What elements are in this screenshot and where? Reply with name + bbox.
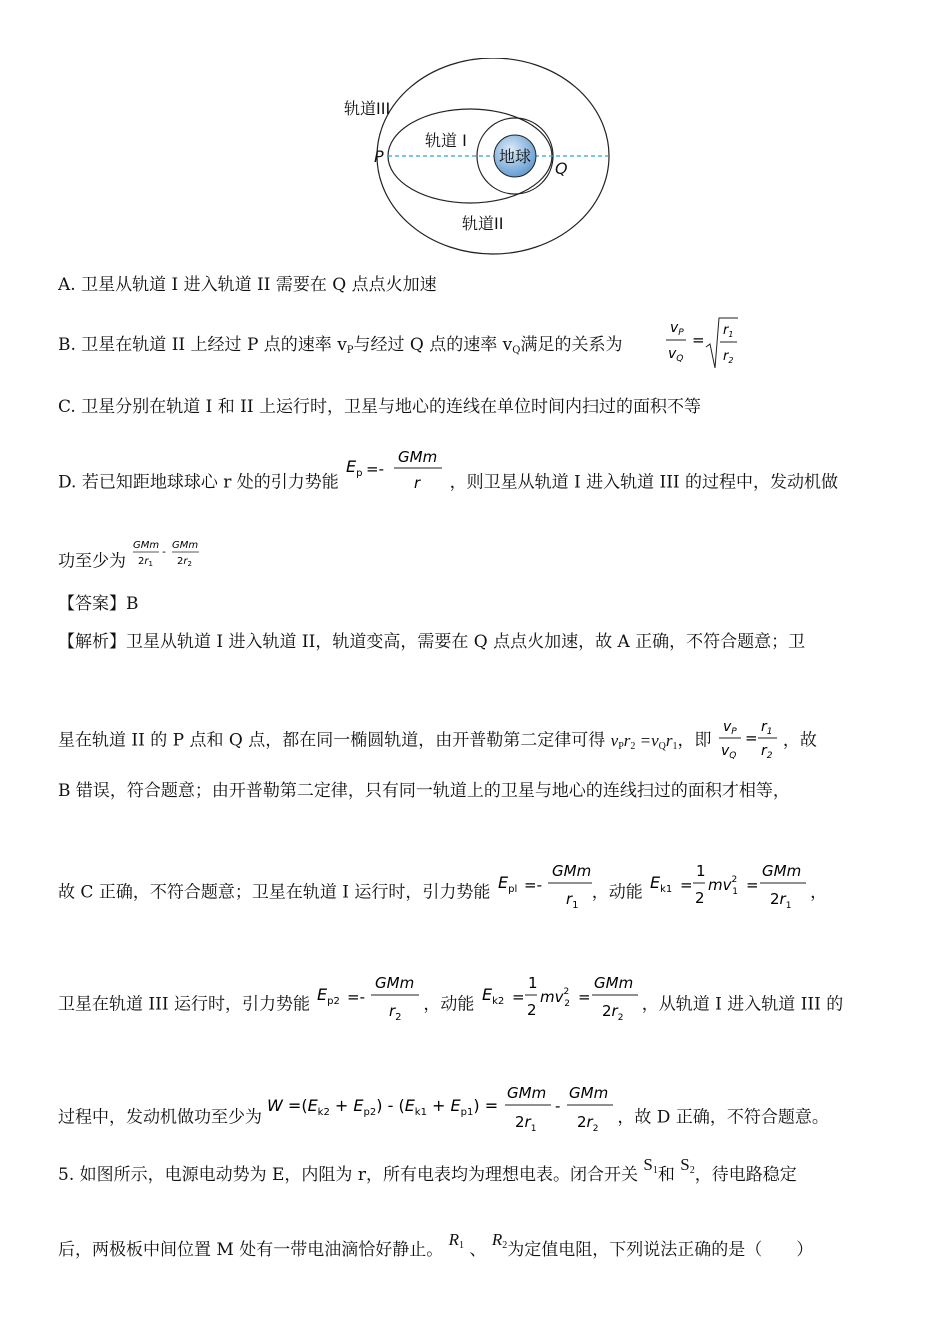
question-5-text-6: 为定值电阻，下列说法正确的是（ ） bbox=[507, 1240, 814, 1260]
question-5-text-5: 、 bbox=[469, 1240, 487, 1260]
svg-text:=-: =- bbox=[523, 876, 542, 894]
analysis-line-4-text-2: ，动能 bbox=[591, 882, 643, 903]
svg-text:r2: $r_2$ bbox=[760, 743, 773, 761]
svg-text:mv21: $mv^2$ 1 bbox=[708, 875, 739, 897]
svg-text:vP: $v_P$ bbox=[670, 320, 684, 338]
option-d-work-formula bbox=[131, 537, 203, 571]
svg-text:2: 2 bbox=[695, 889, 705, 907]
analysis-line-5 bbox=[58, 974, 844, 1032]
question-5-text-1: 5. 如图所示，电源电动势为 E，内阻为 r，所有电表均为理想电表。闭合开关 bbox=[58, 1165, 638, 1185]
svg-text:r: r bbox=[414, 474, 421, 492]
analysis-line-6-text-1: 过程中，发动机做功至少为 bbox=[58, 1107, 262, 1128]
svg-text:r2: $r_2$ bbox=[389, 1002, 402, 1023]
svg-text:2r2: $2r_2$ bbox=[577, 1113, 599, 1134]
svg-text:W =(Ek2 + Ep2) - (Ek1 + Ep1) =: $W =(E_{k2} + E_{p2}) - (E_{k1} + E_{p1})$ = bbox=[267, 1096, 499, 1118]
question-5-text-2: 和 bbox=[657, 1165, 675, 1185]
svg-text:2r1: $2r_1$ bbox=[770, 890, 792, 911]
svg-text:GMm: GMm bbox=[593, 974, 633, 992]
option-d-text-3: 功至少为 bbox=[58, 551, 126, 572]
svg-text:GMm: GMm bbox=[762, 862, 802, 880]
svg-text:vQ: $v_Q$ bbox=[668, 346, 684, 364]
earth-label: 地球 bbox=[498, 147, 532, 166]
option-d bbox=[58, 448, 839, 508]
analysis-line-6-text-2: ，故 D 正确，不符合题意。 bbox=[617, 1107, 829, 1128]
analysis-line-2-text-2: ，即 bbox=[677, 730, 712, 751]
resistor-r1-label: $R_1$ bbox=[448, 1230, 465, 1251]
svg-text:2r2: $2r_2$ bbox=[601, 1002, 624, 1023]
svg-text:=: = bbox=[680, 876, 693, 894]
svg-text:2r2: $2r_2$ bbox=[177, 556, 193, 568]
svg-text:r1: $r_1$ bbox=[565, 890, 579, 911]
svg-text:1: 1 bbox=[527, 974, 538, 992]
svg-text:GMm: GMm bbox=[375, 974, 415, 992]
analysis-line-4 bbox=[58, 862, 828, 920]
option-d-line-2 bbox=[58, 540, 203, 579]
analysis-line-4-text-3: ， bbox=[810, 882, 828, 903]
svg-text:r2: $r_2$ bbox=[723, 349, 734, 365]
question-5-text-4: 后，两极板中间位置 M 处有一带电油滴恰好静止。 bbox=[58, 1240, 444, 1260]
option-b: B. 卫星在轨道 II 上经过 P 点的速率 $v_P$与经过 Q 点的速率 $v_Q$满足的关系为 $v_P$ $v_Q$ = $r_1$ $r_2$ bbox=[58, 334, 623, 362]
svg-text:GMm: GMm bbox=[551, 862, 591, 880]
svg-text:2r1: $2r_1$ bbox=[138, 556, 154, 568]
option-b-text-1: B. 卫星在轨道 II 上经过 P 点的速率 v bbox=[58, 335, 347, 355]
svg-text:r1: $r_1$ bbox=[723, 323, 734, 339]
option-b-formula bbox=[662, 314, 742, 380]
switch-s1-label: $S_1$ bbox=[643, 1155, 658, 1176]
kinetic-energy-2-formula bbox=[480, 970, 642, 1024]
option-b-text-2: 与经过 Q 点的速率 v bbox=[353, 335, 513, 355]
orbit-2-label: 轨道II bbox=[462, 214, 504, 233]
resistor-r2-label: $R_2$ bbox=[491, 1230, 508, 1251]
question-5-line-2 bbox=[58, 1230, 814, 1267]
analysis-line-2-text-3: ，故 bbox=[782, 730, 817, 751]
svg-text:-: - bbox=[162, 545, 167, 558]
question-5-line-1 bbox=[58, 1155, 797, 1192]
svg-text:Ep: $E_p$ bbox=[346, 457, 363, 479]
analysis-line-5-text-3: ，从轨道 I 进入轨道 III 的 bbox=[641, 994, 844, 1015]
potential-energy-1-formula bbox=[496, 858, 592, 912]
potential-energy-2-formula bbox=[315, 970, 423, 1024]
svg-text:Ek2: $E_{k2}$ bbox=[481, 985, 505, 1007]
svg-text:-: - bbox=[555, 1097, 561, 1115]
svg-text:r1: $r_1$ bbox=[760, 719, 773, 737]
svg-text:vP: $v_P$ bbox=[722, 719, 737, 737]
svg-text:GMm: GMm bbox=[398, 448, 438, 466]
switch-s2-label: $S_2$ bbox=[680, 1155, 695, 1176]
svg-text:=: = bbox=[577, 988, 591, 1006]
answer: 【答案】B bbox=[58, 594, 139, 614]
svg-text:GMm: GMm bbox=[507, 1084, 547, 1102]
kinetic-energy-1-formula bbox=[648, 858, 810, 912]
option-a: A. 卫星从轨道 I 进入轨道 II 需要在 Q 点点火加速 bbox=[58, 275, 437, 295]
orbit-3-label: 轨道III bbox=[344, 99, 391, 118]
svg-text:=: = bbox=[692, 331, 705, 349]
option-d-text-2: ，则卫星从轨道 I 进入轨道 III 的过程中，发动机做 bbox=[449, 472, 839, 493]
point-q-label: Q bbox=[555, 159, 568, 178]
svg-text:GMm: GMm bbox=[133, 540, 160, 551]
svg-text:Epl: $E_{pl}$ bbox=[497, 873, 517, 895]
analysis-line-6 bbox=[58, 1084, 829, 1145]
svg-text:GMm: GMm bbox=[172, 540, 199, 551]
analysis-line-5-text-1: 卫星在轨道 III 运行时，引力势能 bbox=[58, 994, 310, 1015]
svg-text:Ep2: $E_{p2}$ bbox=[317, 985, 341, 1007]
svg-text:2: 2 bbox=[526, 1001, 537, 1019]
svg-text:Ek1: $E_{k1}$ bbox=[650, 873, 673, 895]
svg-text:=: = bbox=[511, 988, 525, 1006]
work-formula bbox=[267, 1081, 617, 1135]
svg-text:=-: =- bbox=[366, 460, 385, 478]
orbit-1-label: 轨道 I bbox=[425, 131, 467, 150]
velocity-ratio-formula bbox=[717, 715, 783, 763]
svg-text:=: = bbox=[744, 729, 758, 747]
analysis-line-4-text-1: 故 C 正确，不符合题意；卫星在轨道 I 运行时，引力势能 bbox=[58, 882, 491, 903]
orbit-diagram bbox=[330, 58, 620, 258]
option-d-formula bbox=[344, 444, 444, 494]
svg-text:=: = bbox=[746, 876, 759, 894]
svg-text:2r1: $2r_1$ bbox=[515, 1113, 537, 1134]
svg-text:GMm: GMm bbox=[569, 1084, 609, 1102]
svg-text:=-: =- bbox=[347, 988, 366, 1006]
analysis-line-3: B 错误，符合题意；由开普勒第二定律，只有同一轨道上的卫星与地心的连线扫过的面积才相等， bbox=[58, 781, 790, 801]
analysis-line-2 bbox=[58, 717, 817, 765]
svg-text:1: 1 bbox=[696, 862, 706, 880]
svg-text:mv22: $mv^2$ 2 bbox=[539, 987, 570, 1009]
question-5-text-3: ，待电路稳定 bbox=[694, 1165, 797, 1185]
point-p-label: P bbox=[374, 147, 384, 166]
option-b-text-3: 满足的关系为 bbox=[520, 335, 623, 355]
option-d-text-1: D. 若已知距地球球心 r 处的引力势能 bbox=[58, 472, 339, 493]
analysis-line-1: 【解析】卫星从轨道 I 进入轨道 II，轨道变高，需要在 Q 点点火加速，故 A 正确，不符合题意；卫 bbox=[58, 632, 806, 652]
analysis-line-5-text-2: ，动能 bbox=[423, 994, 475, 1015]
svg-text:vQ: $v_Q$ bbox=[720, 743, 737, 761]
kepler-equation: $v_Pr_2 =v_Qr_1$ bbox=[610, 730, 678, 752]
analysis-line-2-text-1: 星在轨道 II 的 P 点和 Q 点，都在同一椭圆轨道，由开普勒第二定律可得 bbox=[58, 730, 606, 751]
option-c: C. 卫星分别在轨道 I 和 II 上运行时，卫星与地心的连线在单位时间内扫过的面积不等 bbox=[58, 397, 701, 417]
